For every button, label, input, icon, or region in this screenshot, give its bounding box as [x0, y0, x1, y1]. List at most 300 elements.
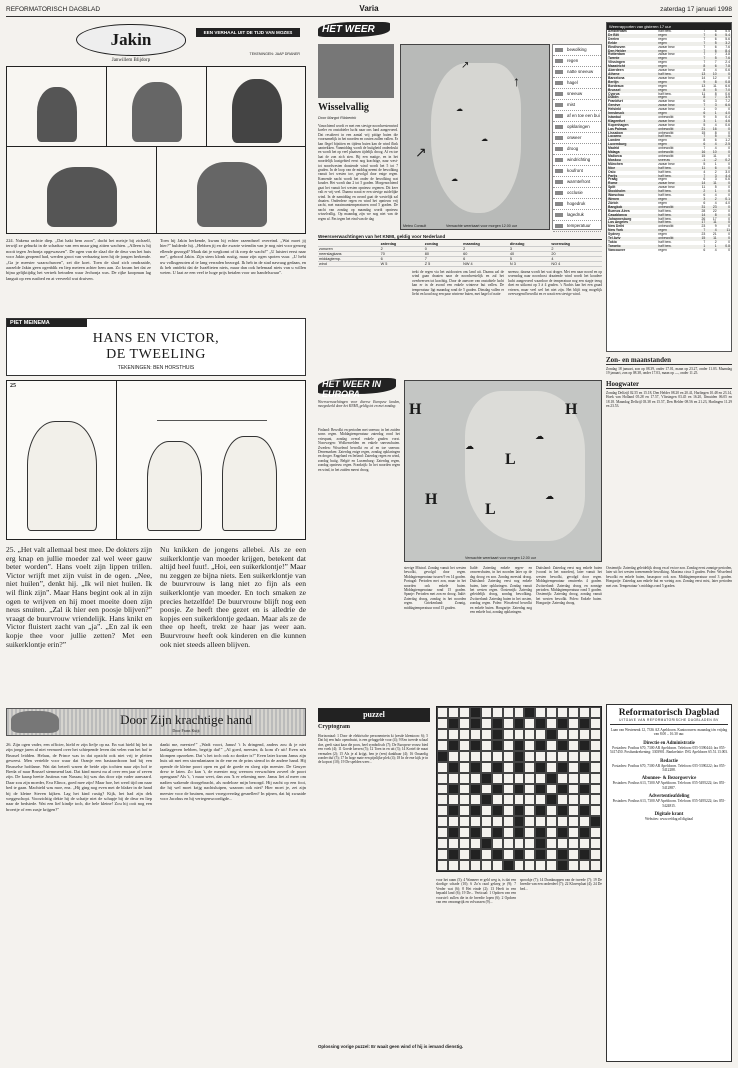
crossword-cell[interactable] [568, 773, 579, 784]
crossword-cell[interactable] [437, 762, 448, 773]
crossword-cell[interactable] [546, 860, 557, 871]
crossword-black-cell [514, 827, 525, 838]
crossword-cell[interactable] [481, 849, 492, 860]
crossword-black-cell [448, 827, 459, 838]
city-cell: 7 [703, 146, 706, 151]
crossword-cell[interactable] [481, 827, 492, 838]
crossword-cell[interactable] [492, 860, 503, 871]
crossword-cell[interactable] [557, 707, 568, 718]
crossword-cell[interactable] [437, 816, 448, 827]
crossword-cell[interactable] [579, 794, 590, 805]
crossword-cell[interactable] [514, 729, 525, 740]
city-cell: 0.6 [725, 91, 730, 96]
crossword-cell[interactable] [557, 729, 568, 740]
crossword-cell[interactable] [459, 751, 470, 762]
crossword-cell[interactable] [546, 707, 557, 718]
crossword-cell[interactable] [492, 773, 503, 784]
crossword-cell[interactable] [579, 860, 590, 871]
crossword-black-cell [535, 805, 546, 816]
crossword-cell[interactable] [437, 805, 448, 816]
crossword-cell[interactable] [546, 805, 557, 816]
crossword-cell[interactable] [568, 860, 579, 871]
sun-moon-body: Zondag 18 januari, zon op 08.39, onder 17.01, maan op 23.27, onder 11.03. Maandag 19 januari, zon op 08.38, onder 17.03, maan op —, onder 11.25. [606, 367, 732, 376]
crossword-black-cell [546, 773, 557, 784]
crossword-cell[interactable] [481, 751, 492, 762]
crossword-cell[interactable] [579, 751, 590, 762]
crossword-cell[interactable] [481, 805, 492, 816]
crossword-cell[interactable] [503, 784, 514, 795]
city-cell: 8 [703, 68, 706, 73]
city-cell: 6 [703, 111, 706, 116]
puzzel-solution: Oplossing vorige puzzel: Er waait geen wind of hij is iemand dienstig. [318, 1044, 464, 1049]
crossword-cell[interactable] [514, 794, 525, 805]
crossword-cell[interactable] [546, 762, 557, 773]
crossword-cell[interactable] [437, 718, 448, 729]
crossword-cell[interactable] [568, 838, 579, 849]
crossword-cell[interactable] [459, 849, 470, 860]
crossword-cell[interactable] [590, 773, 601, 784]
city-cell: 1 [703, 107, 706, 112]
crossword-cell[interactable] [503, 740, 514, 751]
crossword-black-cell [470, 827, 481, 838]
crossword-cell[interactable] [492, 838, 503, 849]
crossword-black-cell [535, 838, 546, 849]
crossword-cell[interactable] [590, 805, 601, 816]
crossword-cell[interactable] [524, 838, 535, 849]
city-cell: Luxemburg [608, 142, 627, 147]
crossword-cell[interactable] [579, 729, 590, 740]
city-cell: Mallorca [608, 154, 622, 158]
crossword-cell[interactable] [524, 718, 535, 729]
city-cell: 2 [714, 239, 717, 244]
crossword-cell[interactable] [470, 816, 481, 827]
crossword-black-cell [448, 740, 459, 751]
crossword-cell[interactable] [514, 838, 525, 849]
forecast-column-header: zondag [424, 242, 462, 247]
sun-moon-section [606, 356, 732, 476]
city-cell: regen [658, 36, 667, 41]
crossword-cell[interactable] [557, 838, 568, 849]
crossword-cell[interactable] [535, 794, 546, 805]
crossword-cell[interactable] [503, 838, 514, 849]
crossword-cell[interactable] [503, 707, 514, 718]
colofon-address: Laan van Westenenk 12, 7336 AZ Apeldoorn. Kantooruren: maandag t/m vrijdag van 8.00 – 16.30 uur. [610, 728, 728, 737]
crossword-cell[interactable] [535, 751, 546, 762]
puzzel-title: puzzel [318, 708, 430, 722]
map-source: Meteo Consult [403, 224, 427, 228]
city-cell: 8 [714, 91, 717, 96]
crossword-cell[interactable] [470, 751, 481, 762]
city-cell: regen [658, 232, 667, 237]
city-cell: 4.4 [725, 173, 730, 178]
crossword-cell[interactable] [546, 849, 557, 860]
city-cell: Eelde [608, 40, 618, 45]
puzzel-clues-col3: sprookje (7); 14 Dranknappen van de tweede (7); 19 De breedte van een onderdeel (7); 22 Klaverplaat (4); 24 De bed... [520, 878, 602, 891]
city-weather-table [606, 22, 732, 352]
crossword-cell[interactable] [503, 849, 514, 860]
city-cell: 4 [714, 146, 717, 151]
crossword-cell[interactable] [459, 707, 470, 718]
crossword-cell[interactable] [568, 707, 579, 718]
colofon-tagline: UITGAVE VAN REFORMATORISCHE DAGBLADEN BV [610, 718, 728, 725]
city-cell: 1 [703, 243, 706, 248]
crossword-cell[interactable] [470, 794, 481, 805]
city-cell: 11 [713, 236, 717, 241]
crossword-cell[interactable] [590, 740, 601, 751]
city-cell: zwaar bew. [658, 107, 676, 112]
crossword-cell[interactable] [459, 816, 470, 827]
city-cell: 0 [728, 232, 730, 237]
city-cell: 0 [728, 189, 730, 194]
crossword-cell[interactable] [481, 740, 492, 751]
city-cell: half bew. [658, 189, 672, 194]
colofon-title: Reformatorisch Dagblad [618, 708, 720, 718]
crossword-cell[interactable] [524, 860, 535, 871]
city-cell: Vancouver [608, 247, 626, 252]
crossword-cell[interactable] [459, 740, 470, 751]
legend-item: onweer [553, 133, 601, 144]
crossword-cell[interactable] [590, 718, 601, 729]
crossword-cell[interactable] [448, 860, 459, 871]
crossword-cell[interactable] [481, 784, 492, 795]
city-cell: 7 [714, 52, 717, 57]
crossword-cell[interactable] [524, 849, 535, 860]
forecast-row-label: zonuren [318, 247, 380, 252]
city-cell: zwaar bew. [658, 161, 676, 166]
city-cell: Den Helder [608, 48, 626, 53]
crossword-cell[interactable] [557, 794, 568, 805]
crossword-cell[interactable] [503, 762, 514, 773]
crossword-cell[interactable] [590, 751, 601, 762]
city-cell: Helsinki [608, 107, 622, 112]
crossword-cell[interactable] [514, 773, 525, 784]
weather-article-body: Vanochtend wordt er met een stevige noordwestenwind koeler en onstabieler lucht naar ons land aangevoerd. Dat resulteert in een aantal vrij pittige buien die voornamelijk in het noorden en oosten zullen vallen. Er kan flegel bijzitten en tijdens buien kan de wind flink aantrekken. Vanmiddag wordt de buiigheid onderdrukt en wordt het op veel plaatsen tijdelijk droog. Af en toe laat de zon zich zien. Bij een matige, en in het noordelijk kustgebied eerst nog krachtige, naar west- tot noordwesten draaiende wind wordt het 5 tot 7 graden. In de loop van de middag neemt de bewolking vanuit het westen toe, gevolgd door enige regen. Komende nacht wordt het onder de bewolking wat kouder. Het wordt dan 2 tot 5 graden. Morgenochtend gaat het vanuit het westen opnieuw regenen. Dit keer valt er vrij veel. Daarna waait er een stevige zuidelijke wind. In de namiddag en avond gaat de westelijk zal draaien. Onderdeze regen en wind het opnieuw vrij zacht, met maximumtemperaturen rond 5 graden. De nacht van zondag op maandag wordt opnieuw wisselvallig. Op maandag zijn we nog niet van de regen af. Pas tegen het eind van de dag [318, 124, 398, 221]
crossword-cell[interactable] [481, 816, 492, 827]
city-cell: 16 [712, 126, 717, 131]
crossword-cell[interactable] [590, 762, 601, 773]
crossword-cell[interactable] [437, 838, 448, 849]
cloud-icon: ☁ [456, 105, 463, 113]
weather-continuation-2: sneeuw, daarna wordt het wat droger. Met een naar noord en op woensdag naar noordoost draaiende wind wordt het koudere lucht aangevoerd waardoor de temperatuur nog een stapje terug doet en uitkomt op 3 à 4 graden. 's Nachts kan het een graad vriezen, maar veel wel het niet zijn. Het blijft nog mogelijk overwegend bewolkt en er waait een stevige wind. [508, 270, 602, 297]
city-cell: 0 [728, 71, 730, 76]
crossword-cell[interactable] [437, 729, 448, 740]
city-cell: 8 [714, 212, 717, 217]
crossword-cell[interactable] [535, 773, 546, 784]
city-cell: 6 [714, 64, 717, 69]
crossword-cell[interactable] [590, 784, 601, 795]
city-cell: 4 [714, 122, 717, 127]
city-cell: 14 [701, 75, 706, 80]
city-cell: Buenos Aires [608, 208, 630, 213]
crossword-cell[interactable] [492, 816, 503, 827]
legend-item: hagel [553, 78, 601, 89]
city-cell: 11 [726, 228, 730, 233]
crossword-cell[interactable] [535, 816, 546, 827]
crossword-cell[interactable] [590, 729, 601, 740]
low-pressure-label: L [505, 451, 516, 468]
crossword-cell[interactable] [481, 860, 492, 871]
city-cell: regen [658, 48, 667, 53]
crossword-cell[interactable] [448, 816, 459, 827]
crossword-black-cell [590, 816, 601, 827]
crossword-cell[interactable] [437, 740, 448, 751]
crossword-cell[interactable] [579, 773, 590, 784]
crossword-cell[interactable] [590, 860, 601, 871]
city-cell: Innsbruck [608, 111, 625, 116]
crossword-cell[interactable] [546, 751, 557, 762]
city-cell: 3.0 [725, 169, 730, 174]
episode-number: 25 [10, 383, 16, 389]
city-cell: 11 [701, 185, 706, 190]
legend-item: occlusie [553, 188, 601, 199]
city-cell: regen [658, 83, 667, 88]
crossword-black-cell [557, 784, 568, 795]
issue-date: zaterdag 17 januari 1998 [660, 6, 732, 13]
crossword-cell[interactable] [448, 707, 459, 718]
forecast-column-header: woensdag [550, 242, 602, 247]
crossword-cell[interactable] [459, 784, 470, 795]
crossword-cell[interactable] [470, 729, 481, 740]
crossword-cell[interactable] [568, 816, 579, 827]
city-cell: 7 [703, 56, 706, 61]
crossword-cell[interactable] [437, 794, 448, 805]
crossword-cell[interactable] [459, 827, 470, 838]
city-cell: 13 [701, 83, 706, 88]
crossword-cell[interactable] [524, 751, 535, 762]
crossword-cell[interactable] [557, 751, 568, 762]
city-cell: 4 [714, 142, 717, 147]
city-cell: regen [658, 79, 667, 84]
city-cell: 0 [728, 75, 730, 80]
crossword-cell[interactable] [481, 718, 492, 729]
crossword-cell[interactable] [437, 707, 448, 718]
city-cell: 21 [701, 126, 706, 131]
city-cell: Praag [608, 177, 618, 182]
crossword-black-cell [557, 827, 568, 838]
forecast-cell: 2 [380, 247, 424, 252]
crossword-cell[interactable] [437, 827, 448, 838]
crossword-cell[interactable] [514, 707, 525, 718]
crossword-cell[interactable] [590, 794, 601, 805]
crossword-cell[interactable] [503, 816, 514, 827]
crossword-cell[interactable] [459, 794, 470, 805]
forecast-row-label: middagtemp. [318, 257, 380, 262]
crossword-cell[interactable] [481, 707, 492, 718]
crossword-cell[interactable] [579, 707, 590, 718]
crossword-cell[interactable] [459, 729, 470, 740]
figure-silhouette [232, 79, 282, 143]
crossword-black-cell [437, 751, 448, 762]
city-cell: Johannesburg [608, 216, 632, 221]
crossword-cell[interactable] [459, 762, 470, 773]
crossword-cell[interactable] [448, 729, 459, 740]
window-sill [157, 401, 267, 421]
legend-item: temperatuur [553, 221, 601, 232]
crossword-cell[interactable] [546, 784, 557, 795]
forecast-row [318, 262, 602, 267]
colofon [606, 704, 732, 1062]
city-cell: 0 [728, 107, 730, 112]
crossword-black-cell [448, 762, 459, 773]
crossword-cell[interactable] [557, 816, 568, 827]
crossword-cell[interactable] [470, 860, 481, 871]
crossword-cell[interactable] [492, 707, 503, 718]
crossword-cell[interactable] [524, 816, 535, 827]
city-cell: 8 [703, 64, 706, 69]
crossword-cell[interactable] [492, 794, 503, 805]
crossword-cell[interactable] [568, 794, 579, 805]
city-cell: Locarno [608, 134, 622, 139]
crossword-cell[interactable] [459, 838, 470, 849]
crossword-cell[interactable] [546, 816, 557, 827]
hans-text-col2: Nu knikken de jongens allebei. Als ze een suikerklontje van moeder krijgen, betekent dat altijd heel fuut!. „Hoi, een suikerklontje!” Maar nu zeggen ze bijna niets. Een suikerklontje van de buurvrouw is lang niet zo fijn als een suikerklontje van moeder. En toch smaken ze precies hetzelfde! De buurvrouw blijft nog een poosje. Ze heeft thee gezet en is alledrie de kopjes een suikerklontje gedaan. Maar als ze de thee op heeft, trekt ze haar jas weer aan. Buurvrouw heeft ook kinderen en die kunnen ook niet steeds alleen blijven. [160, 545, 306, 649]
hans-author-banner: PIET MEINEMA [7, 319, 87, 327]
crossword-cell[interactable] [568, 740, 579, 751]
crossword-cell[interactable] [546, 718, 557, 729]
city-cell: Istanbul [608, 114, 621, 119]
crossword-cell[interactable] [437, 860, 448, 871]
crossword-cell[interactable] [448, 773, 459, 784]
city-cell: 7 [703, 48, 706, 53]
crossword-black-cell [492, 827, 503, 838]
city-cell: 7 [714, 60, 717, 65]
city-cell: Athene [608, 71, 620, 76]
crossword-cell[interactable] [448, 794, 459, 805]
crossword-cell[interactable] [503, 718, 514, 729]
crossword-cell[interactable] [470, 773, 481, 784]
crossword-cell[interactable] [459, 773, 470, 784]
crossword-cell[interactable] [535, 707, 546, 718]
crossword-cell[interactable] [437, 784, 448, 795]
crossword-cell[interactable] [503, 794, 514, 805]
city-cell: zwaar bew. [658, 75, 676, 80]
crossword-cell[interactable] [590, 827, 601, 838]
crossword-cell[interactable] [524, 827, 535, 838]
forecast-cell: 80 [424, 252, 462, 257]
weather-header: HET WEER [318, 22, 390, 37]
crossword-cell[interactable] [481, 762, 492, 773]
crossword-cell[interactable] [492, 751, 503, 762]
crossword-cell[interactable] [448, 838, 459, 849]
crossword-cell[interactable] [459, 805, 470, 816]
crossword-cell[interactable] [514, 860, 525, 871]
city-cell: 1 [714, 161, 717, 166]
high-pressure-label: H [409, 401, 422, 418]
crossword-cell[interactable] [503, 805, 514, 816]
city-cell: 0 [728, 236, 730, 241]
crossword-cell[interactable] [579, 838, 590, 849]
crossword-black-cell [481, 794, 492, 805]
crossword-cell[interactable] [524, 729, 535, 740]
city-cell: Casablanca [608, 212, 627, 217]
crossword-cell[interactable] [568, 784, 579, 795]
legend-item: koufront [553, 166, 601, 177]
crossword-cell[interactable] [437, 773, 448, 784]
crossword-cell[interactable] [590, 707, 601, 718]
crossword-black-cell [492, 729, 503, 740]
city-cell: onbewolkt [658, 130, 674, 135]
city-cell: 9 [703, 114, 706, 119]
crossword-cell[interactable] [524, 740, 535, 751]
door-zijn-author: Door Frans Kuijt [172, 728, 200, 733]
crossword-cell[interactable] [503, 773, 514, 784]
city-cell: half bew. [658, 169, 672, 174]
crossword-cell[interactable] [546, 827, 557, 838]
crossword-cell[interactable] [546, 740, 557, 751]
figure-outline [147, 441, 202, 531]
crossword-cell[interactable] [579, 816, 590, 827]
forecast-cell: Z 5 [424, 262, 462, 267]
crossword-cell[interactable] [568, 718, 579, 729]
crossword-black-cell [514, 762, 525, 773]
crossword-cell[interactable] [437, 849, 448, 860]
crossword-cell[interactable] [459, 860, 470, 871]
cloud-icon: ☁ [451, 175, 458, 183]
city-cell: regen [658, 200, 667, 205]
weather-legend [552, 44, 602, 230]
crossword-cell[interactable] [470, 838, 481, 849]
crossword-black-cell [524, 707, 535, 718]
city-cell: 6 [714, 48, 717, 53]
crossword-cell[interactable] [503, 751, 514, 762]
arrow-icon: ↑ [513, 75, 520, 90]
crossword-grid[interactable] [436, 706, 602, 872]
crossword-cell[interactable] [503, 827, 514, 838]
crossword-cell[interactable] [448, 751, 459, 762]
crossword-cell[interactable] [568, 849, 579, 860]
crossword-cell[interactable] [568, 751, 579, 762]
city-cell: 0 [728, 216, 730, 221]
crossword-cell[interactable] [568, 729, 579, 740]
crossword-cell[interactable] [524, 794, 535, 805]
crossword-cell[interactable] [568, 827, 579, 838]
crossword-cell[interactable] [568, 805, 579, 816]
crossword-cell[interactable] [535, 860, 546, 871]
crossword-cell[interactable] [590, 849, 601, 860]
city-cell: 7 [703, 173, 706, 178]
sun-moon-title: Zon- en maanstanden [606, 356, 732, 365]
city-cell: half bew. [658, 208, 672, 213]
crossword-black-cell [514, 751, 525, 762]
crossword-cell[interactable] [524, 762, 535, 773]
city-cell: regen [658, 95, 667, 100]
crossword-cell[interactable] [524, 805, 535, 816]
city-cell: Amsterdam [608, 29, 627, 33]
crossword-cell[interactable] [481, 729, 492, 740]
city-cell: 15 [701, 236, 706, 241]
city-cell: 0 [728, 181, 730, 186]
crossword-cell[interactable] [557, 773, 568, 784]
forecast-cell: 5 [509, 257, 551, 262]
city-cell: 6 [703, 177, 706, 182]
city-cell: 0 [728, 134, 730, 139]
crossword-cell[interactable] [524, 784, 535, 795]
city-cell: 3 [714, 177, 717, 182]
city-cell: 5 [714, 185, 717, 190]
crossword-cell[interactable] [546, 838, 557, 849]
crossword-cell[interactable] [535, 729, 546, 740]
crossword-cell[interactable] [459, 718, 470, 729]
crossword-cell[interactable] [524, 773, 535, 784]
crossword-cell[interactable] [503, 729, 514, 740]
europe-col3: Italië: Zaterdag enkele regen- en onweersbuien, in het noorden later op de dag droog en zon. Zondag meestal droog. Duitsland: Zaterdag eerst nog enkele buien, later opklaringen. Zondag vanuit het westen regen. Oostenrijk: Zaterdag geleidelijk droog, zondag bewolking. Zwitserland: Zaterdag buien in het oosten, zondag regen. Polen: Wisselend bewolkt en enkele buien. Hongarije: Zaterdag nog een enkele bui, zondag opklaringen. [470, 566, 532, 615]
city-cell: half bew. [658, 212, 672, 217]
map-caption: Verwachte weerkaart voor morgen 12.00 uur [446, 224, 517, 228]
crossword-cell[interactable] [590, 838, 601, 849]
legend-item: natte sneeuw [553, 67, 601, 78]
crossword-cell[interactable] [568, 762, 579, 773]
figure-silhouette [37, 87, 77, 142]
